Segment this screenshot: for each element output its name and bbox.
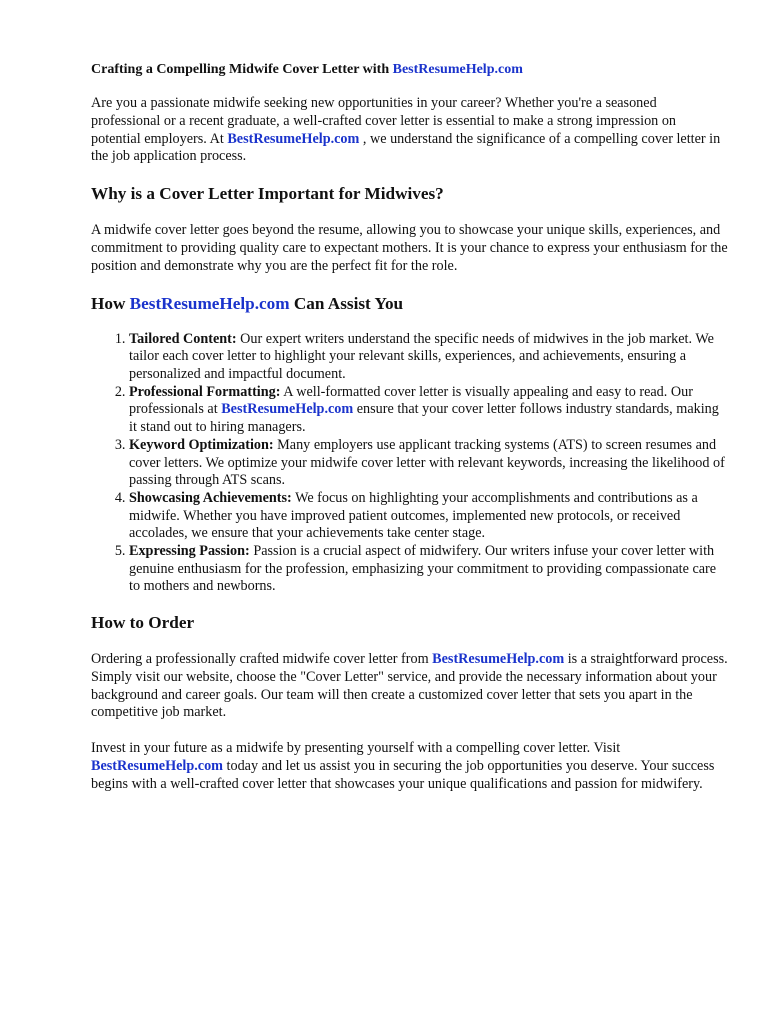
list-item: 2. Professional Formatting: A well-formatted cover letter is visually appealing and easy to read. Our professionals at BestResumeHelp.com ensure that your cover letter follows industry standards, making it stand out to hiring managers. (129, 384, 728, 437)
list-item-label: Keyword Optimization: (129, 436, 274, 453)
order-heading: How to Order (91, 613, 195, 633)
invest-paragraph: Invest in your future as a midwife by presenting yourself with a compelling cover letter. Visit BestResumeHelp.com today and let us assist you in securing the job opportunities you deserve. Your success begins with a well-crafted cover letter that showcases your unique qualifications and passion for midwifery. (91, 740, 715, 792)
list-item: 5. Expressing Passion: Passion is a crucial aspect of midwifery. Our writers infuse your cover letter with genuine enthusiasm for the profession, emphasizing your commitment to providing compassionate care to mothers and newborns. (129, 543, 728, 596)
assist-heading: How BestResumeHelp.com Can Assist You (91, 293, 404, 313)
brand-link-heading[interactable]: BestResumeHelp.com (129, 293, 290, 313)
brand-link-list[interactable]: BestResumeHelp.com (221, 401, 354, 418)
document-title: Crafting a Compelling Midwife Cover Letter with BestResumeHelp.com (91, 62, 523, 77)
list-item-label: Expressing Passion: (129, 543, 250, 560)
why-paragraph: A midwife cover letter goes beyond the resume, allowing you to showcase your unique skills, experiences, and commitment to providing quality care to expectant mothers. It is your chance to express your enthusiasm for the position and demonstrate why you are the perfect fit for the role. (91, 222, 728, 274)
why-heading: Why is a Cover Letter Important for Midwives? (91, 184, 444, 204)
list-item: 3. Keyword Optimization: Many employers use applicant tracking systems (ATS) to screen resumes and cover letters. We optimize your midwife cover letter with relevant keywords, increasing the likelihood of passing through ATS scans. (129, 437, 728, 490)
list-item: 1. Tailored Content: Our expert writers understand the specific needs of midwives in the job market. We tailor each cover letter to highlight your relevant skills, experiences, and achievements, ensuring a personalized and impactful document. (129, 331, 728, 384)
list-item-label: Showcasing Achievements: (129, 490, 292, 507)
brand-link-intro[interactable]: BestResumeHelp.com (227, 130, 360, 147)
assist-list (91, 331, 728, 596)
brand-link-order[interactable]: BestResumeHelp.com (432, 651, 565, 668)
order-paragraph: Ordering a professionally crafted midwife cover letter from BestResumeHelp.com is a straightforward process. Simply visit our website, choose the "Cover Letter" service, and provide the necessary information about your background and career goals. Our team will then create a customized cover letter that sets you apart in the competitive job market. (91, 651, 728, 721)
list-item-label: Professional Formatting: (129, 383, 281, 400)
brand-link-invest[interactable]: BestResumeHelp.com (91, 758, 223, 775)
list-item: 4. Showcasing Achievements: We focus on highlighting your accomplishments and contributions as a midwife. Whether you have improved patient outcomes, implemented new protocols, or received accolades, we ensure that your achievements take center stage. (129, 490, 728, 543)
list-item-label: Tailored Content: (129, 330, 237, 347)
brand-link-title[interactable]: BestResumeHelp.com (392, 62, 523, 77)
intro-paragraph: Are you a passionate midwife seeking new opportunities in your career? Whether you're a seasoned professional or a recent graduate, a well-crafted cover letter is essential to make a strong impression on potential employers. At BestResumeHelp.com , we understand the significance of a compelling cover letter in the job application process. (91, 95, 721, 165)
